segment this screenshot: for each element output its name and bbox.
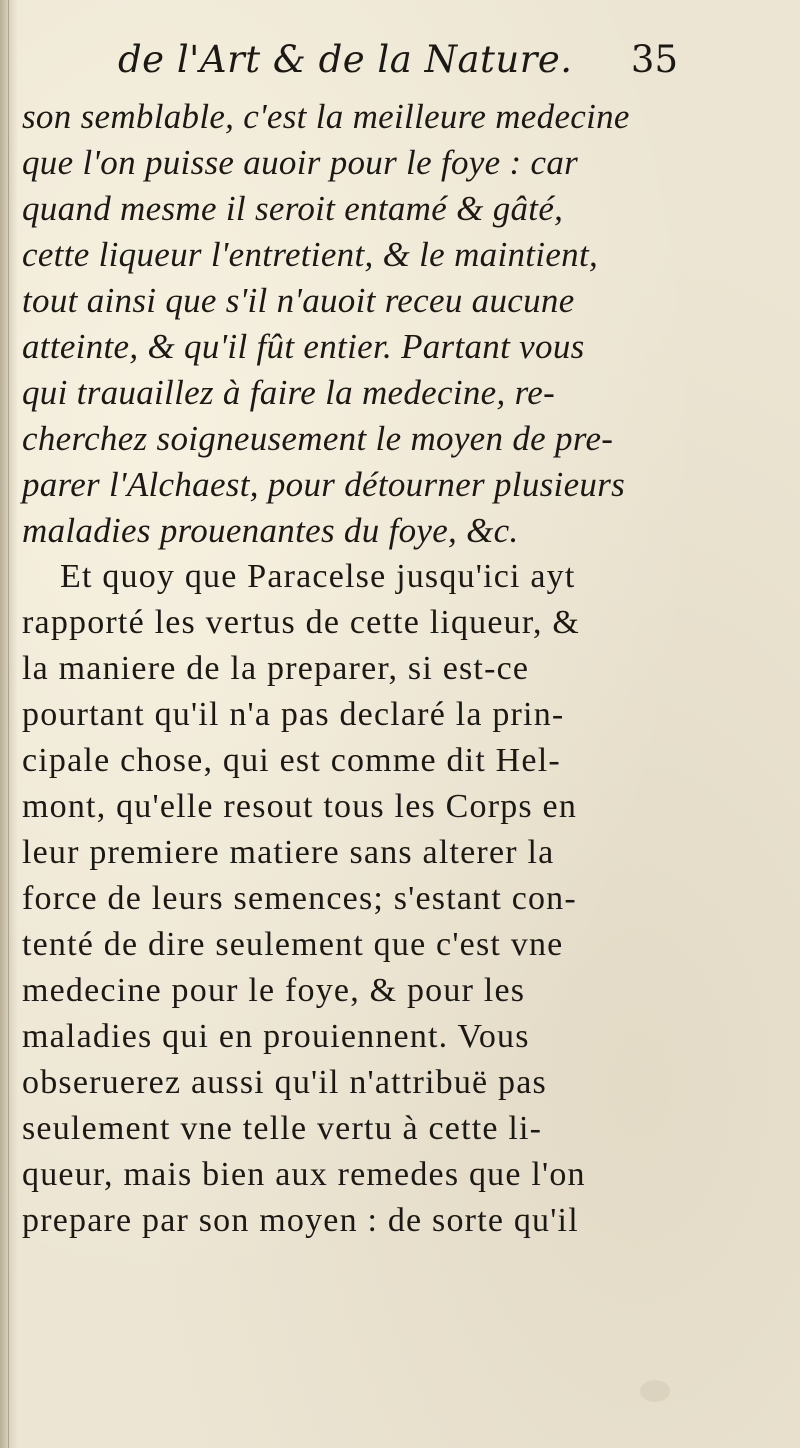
- text-line: atteinte, & qu'il fût entier. Partant vous: [22, 327, 585, 366]
- text-line: Et quoy que Paracelse jusqu'ici ayt: [60, 558, 576, 595]
- body-text: [22, 94, 762, 1244]
- text-line: la maniere de la preparer, si est-ce: [22, 650, 530, 687]
- text-line: que l'on puisse auoir pour le foye : car: [22, 143, 579, 182]
- text-line: tenté de dire seulement que c'est vne: [22, 926, 564, 963]
- text-line: cherchez soigneusement le moyen de pre-: [22, 419, 614, 458]
- text-line: leur premiere matiere sans alterer la: [22, 834, 555, 871]
- text-line: cipale chose, qui est comme dit Hel-: [22, 742, 561, 779]
- text-line: cette liqueur l'entretient, & le maintient,: [22, 235, 599, 274]
- running-head: [118, 38, 678, 94]
- text-line: qui trauaillez à faire la medecine, re-: [22, 373, 556, 412]
- text-line: mont, qu'elle resout tous les Corps en: [22, 788, 578, 825]
- text-line: tout ainsi que s'il n'auoit receu aucune: [22, 281, 575, 320]
- page-number: 35: [630, 38, 678, 81]
- text-line: prepare par son moyen : de sorte qu'il: [22, 1202, 579, 1239]
- page-binding-edge: [0, 0, 18, 1448]
- binding-shadow-line: [8, 0, 9, 1448]
- text-line: quand mesme il seroit entamé & gâté,: [22, 189, 564, 228]
- text-line: son semblable, c'est la meilleure medecine: [22, 97, 630, 136]
- text-line: maladies prouenantes du foye, &c.: [22, 511, 519, 550]
- paper-smudge: [640, 1380, 670, 1402]
- text-line: medecine pour le foye, & pour les: [22, 972, 526, 1009]
- text-line: obseruerez aussi qu'il n'attribuë pas: [22, 1064, 547, 1101]
- text-line: seulement vne telle vertu à cette li-: [22, 1110, 543, 1147]
- text-line: maladies qui en prouiennent. Vous: [22, 1018, 530, 1055]
- text-line: queur, mais bien aux remedes que l'on: [22, 1156, 586, 1193]
- text-line: pourtant qu'il n'a pas declaré la prin-: [22, 696, 565, 733]
- text-line: parer l'Alchaest, pour détourner plusieurs: [22, 465, 626, 504]
- running-head-title: de l'Art & de la Nature.: [118, 38, 573, 81]
- text-line: rapporté les vertus de cette liqueur, &: [22, 604, 581, 641]
- text-line: force de leurs semences; s'estant con-: [22, 880, 577, 917]
